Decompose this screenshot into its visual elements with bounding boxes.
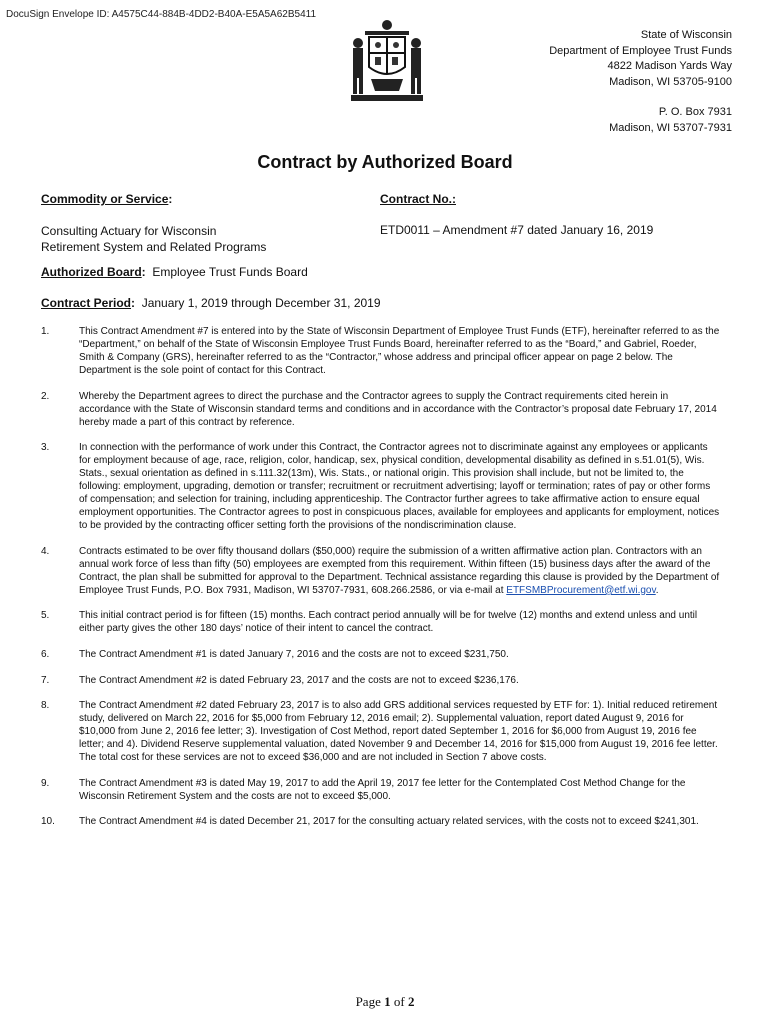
agency-state: State of Wisconsin [640, 29, 732, 41]
clause-number: 1. [41, 326, 50, 337]
clause-text: The Contract Amendment #2 is dated February 23, 2017 and the costs are not to exceed $236,176. [79, 674, 519, 686]
clause-text: The Contract Amendment #2 dated February 23, 2017 is to also add GRS additional services requested by ETF for: 1). Initial reduced retirement study, delivered on March 22, 2016 for $5,000 from February 12, 2016 email; 2). Supplemental valuation, report dated August 9, 2016 for $10,000 from June 2, 2016 fee letter; 3). Investigation of Cost Method, report dated September 1, 2016 for $6,000 from August 19, 2016 fee letter; and 4). Dividend Reserve supplemental valuation, dated November 9 and December 14, 2016 for $15,000 from August 19, 2016 fee letter. The total cost for these services are not to exceed $36,000 and are not included in Section 7 above costs. [79, 700, 718, 764]
agency-po-box: P. O. Box 7931 [658, 106, 732, 118]
contract-clauses [41, 325, 721, 841]
clause-number: 10. [41, 816, 55, 828]
clause-text-end: . [655, 584, 659, 596]
docusign-envelope-id: DocuSign Envelope ID: A4575C44-884B-4DD2-B40A-E5A5A62B5411 [6, 9, 317, 20]
clause-text: Contracts estimated to be over fifty thousand dollars ($50,000) require the submission of a written affirmative action plan. Contractors with an annual work force of less than fifty (50) employees are exempted from this requirement. Within fifteen (15) business days after the award of the Contract, the plan shall be submitted for approval to the Department. Technical assistance regarding this clause is provided by the Department of Employee Trust Funds, P.O. Box 7931, Madison, WI 53707-7931, 608.266.2586, or via e-mail at [79, 545, 720, 596]
clause-item [41, 441, 721, 532]
contract-no-label: Contract No.: [380, 192, 456, 206]
clause-number: 5. [41, 610, 50, 622]
board-label: Authorized Board [41, 265, 142, 279]
clause-text: Whereby the Department agrees to direct the purchase and the Contractor agrees to supply the Contract requirements cited herein in accordance with the State of Wisconsin standard terms and conditions and in accordance with the Contractor’s proposal date February 17, 2014 hereby made a part of this contract by reference. [79, 390, 717, 428]
procurement-email-link[interactable]: ETFSMBProcurement@etf.wi.gov [506, 584, 656, 596]
clause-number: 2. [41, 390, 50, 402]
clause-text: In connection with the performance of work under this Contract, the Contractor agrees not to discriminate against any employees or applicants for employment because of age, race, religion, color, handicap, sex, physical condition, developmental disability as defined in s.51.01(5), Wis. Stats., sexual orientation as defined in s.111.32(13m), Wis. Stats., or national origin. This provision shall include, but not be limited to, the following: employment, upgrading, demotion or transfer; recruitment or recruitment advertising; layoff or termination; rates of pay or other forms of compensation; and selection for training, including apprenticeship. The Contractor further agrees to take affirmative action to ensure equal employment opportunities. The Contractor agrees to post in conspicuous places, available for employees and applicants for employment, notices to be provided by the contracting officer setting forth the provisions of the nondiscrimination clause. [79, 442, 720, 532]
clause-item [41, 674, 721, 687]
agency-city: Madison, WI 53705-9100 [609, 75, 732, 88]
period-label: Contract Period [41, 296, 132, 310]
clause-item [41, 648, 721, 661]
commodity-label: Commodity or Service [41, 192, 169, 206]
clause-text: The Contract Amendment #3 is dated May 19, 2017 to add the April 19, 2017 fee letter for the Contemplated Cost Method Change for the Wisconsin Retirement System and the costs are not to exceed $5,000. [79, 777, 686, 802]
commodity-line-2: Retirement System and Related Programs [41, 240, 267, 254]
contract-no-value: ETD0011 – Amendment #7 dated January 16, 2019 [380, 223, 654, 237]
clause-text-wrapper [79, 545, 721, 597]
authorized-board: Authorized Board: Employee Trust Funds Board [41, 265, 308, 279]
clause-text: This Contract Amendment #7 is entered into by the State of Wisconsin Department of Employee Trust Funds (ETF), hereinafter referred to as the “Department,” on behalf of the State of Wisconsin Employee Trust Funds Board, hereinafter referred to as the “Board,” and Gabriel, Roeder, Smith & Company (GRS), hereinafter referred to as the “Contractor,” whose address and principal officer appear on page 2 below. The Department is the sole point of contact for this Contract. [79, 326, 720, 376]
clause-text: The Contract Amendment #1 is dated January 7, 2016 and the costs are not to exceed $231,750. [79, 648, 509, 660]
agency-street: 4822 Madison Yards Way [607, 60, 732, 72]
page-total: 2 [407, 994, 415, 1009]
state-seal-icon [345, 17, 429, 105]
clause-item [41, 545, 721, 597]
clause-number: 3. [41, 442, 50, 454]
clause-item [41, 390, 721, 429]
clause-number: 8. [41, 700, 50, 712]
clause-item [41, 777, 721, 803]
clause-number: 4. [41, 545, 50, 557]
agency-po-city: Madison, WI 53707-7931 [609, 121, 732, 134]
clause-item [41, 815, 721, 828]
clause-item [41, 699, 721, 764]
agency-address-block [549, 28, 732, 136]
commodity-line-1: Consulting Actuary for Wisconsin [41, 224, 217, 238]
clause-item [41, 325, 721, 377]
clause-text: The Contract Amendment #4 is dated December 21, 2017 for the consulting actuary related services, with the costs not to exceed $241,301. [79, 816, 699, 828]
commodity-value [41, 223, 361, 255]
page-current: 1 [384, 994, 391, 1009]
clause-number: 7. [41, 674, 50, 686]
clause-text: This initial contract period is for fifteen (15) months. Each contract period annually will be for twelve (12) months and extend unless and until either party gives the other 180 days’ notice of their intent to cancel the contract. [79, 610, 698, 635]
clause-item [41, 609, 721, 635]
period-value: January 1, 2019 through December 31, 2019 [141, 296, 381, 310]
commodity-heading: Commodity or Service: [41, 192, 173, 206]
contract-period: Contract Period: January 1, 2019 through December 31, 2019 [41, 296, 381, 310]
page-number [0, 994, 770, 1010]
page-label: Page [355, 994, 381, 1009]
document-title: Contract by Authorized Board [257, 152, 513, 172]
contract-no-heading [380, 192, 456, 206]
agency-department: Department of Employee Trust Funds [549, 44, 732, 57]
clause-number: 6. [41, 648, 50, 660]
page-of-label: of [393, 994, 405, 1009]
board-value: Employee Trust Funds Board [152, 265, 308, 279]
clause-number: 9. [41, 777, 50, 789]
